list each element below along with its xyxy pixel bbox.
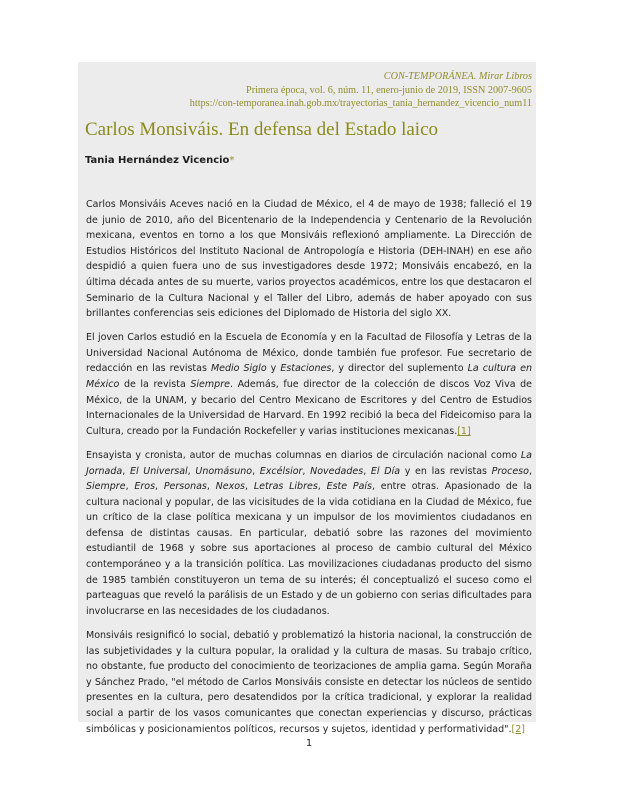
paragraph-2 [86, 330, 532, 439]
page-number: 1 [305, 738, 313, 749]
italic-title: Medio Siglo [210, 363, 267, 375]
footnote-link-2[interactable]: [2] [511, 723, 525, 735]
article-title: Carlos Monsiváis. En defensa del Estado laico [85, 119, 439, 140]
italic-title: El Día [370, 465, 401, 477]
text-run: , [245, 481, 254, 493]
italic-title: Siempre [190, 379, 230, 391]
text-run: de la revista [119, 379, 191, 391]
running-header [72, 70, 532, 111]
italic-title: Eros [134, 481, 156, 493]
italic-title: El Universal [129, 465, 188, 477]
text-run: , [206, 481, 216, 493]
italic-title: Proceso [491, 465, 529, 477]
italic-title: La cultura en México [86, 363, 532, 391]
italic-title: Letras Libres [253, 481, 318, 493]
author-line [85, 155, 234, 166]
text-run: , [317, 481, 327, 493]
italic-title: Novedades [310, 465, 364, 477]
italic-title: Siempre [86, 481, 126, 493]
text-run: . Además, fue director de la colección de discos Voz Viva de México, de la UNAM, y becario del Centro Mexicano de Escritores y del Centro de Estudios Internacionales de la Universidad de Harvard. En 1992 recibió la beca del Fideicomiso para la Cultura, creado por la Fundación Rockefeller y varias instituciones mexicanas. [86, 379, 532, 437]
text-run: , [187, 465, 196, 477]
text-run: , [528, 465, 532, 477]
text-run: , y director del suplemento [331, 363, 468, 375]
italic-title: Este País [326, 481, 373, 493]
author-name: Tania Hernández Vicencio [85, 155, 230, 166]
issue-info: Primera época, vol. 6, núm. 11, enero-junio de 2019, ISSN 2007-9605 [246, 84, 532, 96]
footnote-link-1[interactable]: [1] [457, 425, 471, 437]
paragraph-4 [86, 628, 532, 737]
text-run: y [266, 363, 281, 375]
text-run: Ensayista y cronista, autor de muchas columnas en diarios de circulación nacional como [86, 449, 521, 461]
journal-name: CON-TEMPORÁNEA. Mirar Libros [383, 71, 532, 82]
article-body [86, 197, 532, 746]
italic-title: Nexos [215, 481, 246, 493]
text-run: , [302, 465, 311, 477]
paragraph-3 [86, 448, 532, 620]
text-run: , [155, 481, 164, 493]
text-run: El joven Carlos estudió en la Escuela de Economía y en la Facultad de Filosofía y Letras de la Universidad Nacional Autónoma de México, donde también fue profesor. Fue secretario de redacción en las revistas [86, 332, 532, 375]
paragraph-1: Carlos Monsiváis Aceves nació en la Ciudad de México, el 4 de mayo de 1938; falleció el 19 de junio de 2010, año del Bicentenario de la Independencia y Centenario de la Revolución mexicana, eventos en torno a los que Monsiváis reflexionó ampliamente. La Dirección de Estudios Históricos del Instituto Nacional de Antropología e Historia (DEH-INAH) en ese año despidió a quien fuera uno de sus investigadores desde 1972; Monsiváis encabezó, en la última década antes de su muerte, varios proyectos académicos, entre los que destacaron el Seminario de la Cultura Nacional y el Taller del Libro, además de haber apoyado con sus brillantes conferencias seis ediciones del Diplomado de Historia del siglo XX. [86, 199, 532, 320]
text-run: y en las revistas [400, 465, 492, 477]
text-run: , [125, 481, 135, 493]
author-note-link[interactable]: * [229, 155, 235, 166]
italic-title: Personas [163, 481, 207, 493]
italic-title: La Jornada [86, 449, 532, 477]
text-run: , [122, 465, 130, 477]
article-url[interactable]: https://con-temporanea.inah.gob.mx/trayectorias_tania_hernandez_vicencio_num11 [189, 98, 532, 109]
text-run: , [363, 465, 371, 477]
italic-title: Excélsior [259, 465, 303, 477]
italic-title: Estaciones [280, 363, 332, 375]
text-run: Monsiváis resignificó lo social, debatió y problematizó la historia nacional, la construcción de las subjetividades y la cultura popular, la oralidad y la cultura de masas. Su trabajo crítico, no obstante, fue producto del conocimiento de teorizaciones de amplia gama. Según Moraña y Sánchez Prado, "el método de Carlos Monsiváis consiste en detectar los núcleos de sentido presentes en la cultura, pero desatendidos por la crítica tradicional, y explorar la realidad social a partir de los vasos comunicantes que conectan experiencias y discurso, prácticas simbólicas y posicionamientos políticos, recursos y sujetos, identidad y performatividad". [86, 629, 532, 735]
italic-title: Unomásuno [195, 465, 253, 477]
text-run: , entre otras. Apasionado de la cultura nacional y popular, de las vicisitudes de la vida cotidiana en la Ciudad de México, fue un crítico de la clase política mexicana y un impulsor de los movimientos ciudadanos en defensa de distintas causas. En particular, debatió sobre las razones del movimiento estudiantil de 1968 y sobre sus aportaciones al proceso de cambio cultural del México contemporáneo y a la transición política. Las movilizaciones ciudadanas producto del sismo de 1985 también constituyeron un tema de su interés; él conceptualizó el suceso como el parteaguas que reveló la parálisis de un Estado y de un gobierno con serias dificultades para involucrarse en las necesidades de los ciudadanos. [86, 481, 533, 617]
text-run: , [252, 465, 260, 477]
